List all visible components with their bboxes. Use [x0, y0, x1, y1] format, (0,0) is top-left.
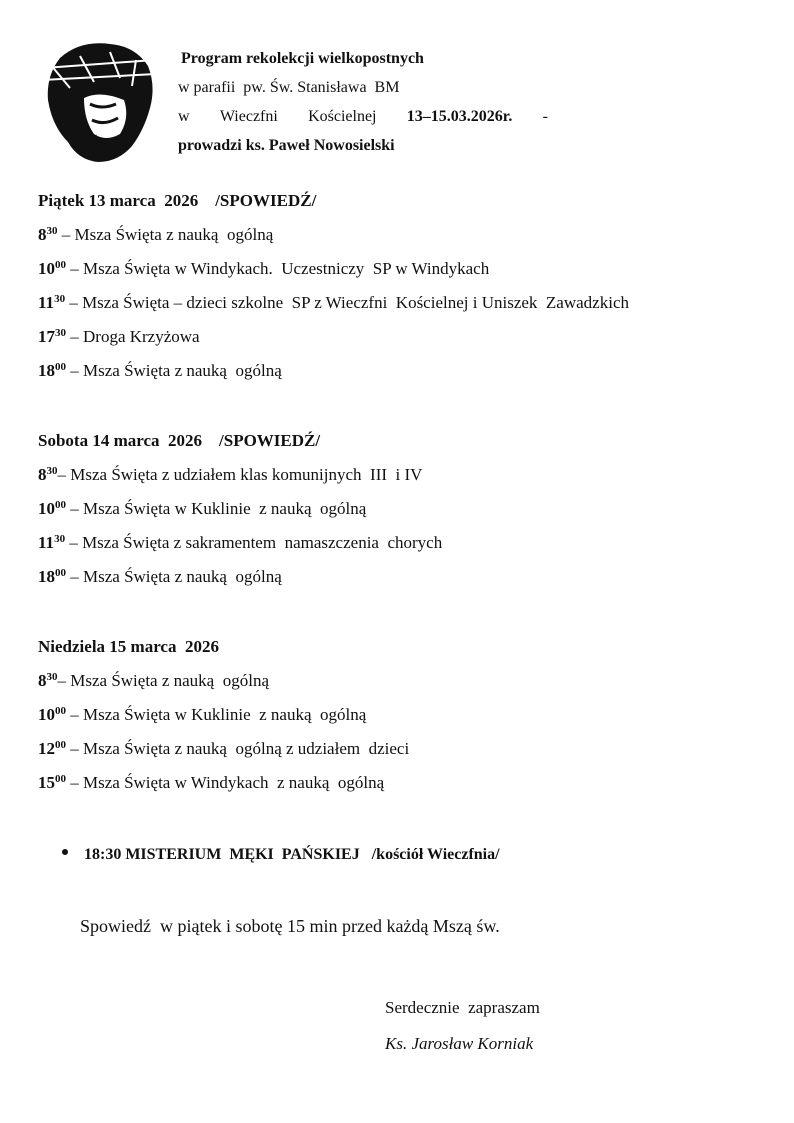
schedule-item	[38, 492, 442, 526]
time-hour: 11	[38, 293, 55, 312]
christ-crown-of-thorns-image	[40, 38, 158, 166]
item-text: Msza Święta z nauką ogólną	[74, 225, 274, 244]
schedule-item	[38, 252, 629, 286]
parish-line: w parafii pw. Św. Stanisława BM	[178, 79, 400, 96]
item-text: Msza Święta z udziałem klas komunijnych III i IV	[70, 465, 423, 484]
bullet-icon	[62, 849, 68, 855]
separator: –	[65, 293, 83, 312]
schedule-item	[38, 320, 629, 354]
separator: –	[57, 671, 71, 690]
time-hour: 17	[38, 327, 55, 346]
confession-note: Spowiedź w piątek i sobotę 15 min przed każdą Mszą św.	[80, 916, 500, 936]
time-minute: 00	[55, 567, 66, 579]
time-minute: 30	[55, 327, 66, 339]
time	[38, 533, 65, 552]
schedule-item	[38, 664, 409, 698]
item-text: Msza Święta z nauką ogólną	[83, 567, 282, 586]
dates: 13–15.03.2026r.	[406, 108, 513, 125]
place-word: Wieczfni	[219, 108, 278, 125]
day-heading: Piątek 13 marca 2026 /SPOWIEDŹ/	[38, 191, 317, 210]
item-text: Msza Święta z nauką ogólną z udziałem dzieci	[83, 739, 410, 758]
time-minute: 30	[54, 293, 66, 305]
time	[38, 361, 66, 380]
time	[38, 739, 66, 758]
document-header	[178, 44, 548, 160]
signature-name: Ks. Jarosław Korniak	[385, 1034, 534, 1053]
program-title: Program rekolekcji wielkopostnych	[181, 50, 424, 67]
schedule-item	[38, 698, 409, 732]
item-text: Msza Święta z nauką ogólną	[83, 361, 282, 380]
time-minute: 30	[46, 671, 58, 683]
time	[38, 259, 66, 278]
time-hour: 10	[38, 499, 55, 518]
separator: –	[66, 327, 83, 346]
time	[38, 499, 66, 518]
schedule-item	[38, 218, 629, 252]
day-section-saturday	[38, 424, 442, 594]
time-hour: 10	[38, 705, 55, 724]
time	[38, 671, 58, 690]
item-text: Msza Święta z nauką ogólną	[70, 671, 269, 690]
schedule-item	[38, 560, 442, 594]
item-text: Msza Święta w Windykach. Uczestniczy SP w Windykach	[83, 259, 490, 278]
item-text: Droga Krzyżowa	[83, 327, 200, 346]
time-hour: 10	[38, 259, 55, 278]
separator: –	[66, 361, 83, 380]
schedule-item	[38, 526, 442, 560]
separator: –	[66, 705, 83, 724]
time	[38, 293, 65, 312]
time	[38, 327, 66, 346]
time-hour: 8	[38, 671, 47, 690]
separator: –	[57, 465, 71, 484]
retreat-leader: prowadzi ks. Paweł Nowosielski	[178, 137, 395, 154]
item-text: Msza Święta – dzieci szkolne SP z Wieczfni Kościelnej i Uniszek Zawadzkich	[82, 293, 629, 312]
event-text: 18:30 MISTERIUM MĘKI PAŃSKIEJ /kościół Wieczfnia/	[84, 846, 500, 863]
separator: –	[57, 225, 75, 244]
time-hour: 18	[38, 361, 55, 380]
separator: –	[66, 773, 83, 792]
time-minute: 00	[55, 499, 66, 511]
greeting: Serdecznie zapraszam	[385, 998, 540, 1017]
separator: –	[66, 499, 83, 518]
time-minute: 30	[46, 225, 58, 237]
event-bullet	[62, 846, 500, 864]
item-text: Msza Święta w Windykach z nauką ogólną	[83, 773, 385, 792]
time-hour: 8	[38, 465, 47, 484]
place-word: w	[178, 108, 190, 125]
schedule-item	[38, 286, 629, 320]
separator: –	[66, 567, 83, 586]
schedule-item	[38, 458, 442, 492]
schedule-item	[38, 354, 629, 388]
signature-block	[385, 990, 540, 1062]
time-hour: 18	[38, 567, 55, 586]
time-hour: 15	[38, 773, 55, 792]
time	[38, 225, 58, 244]
separator: –	[65, 533, 83, 552]
time-minute: 00	[55, 773, 66, 785]
time-hour: 12	[38, 739, 55, 758]
time-minute: 00	[55, 739, 66, 751]
schedule-item	[38, 732, 409, 766]
time-minute: 00	[55, 705, 66, 717]
item-text: Msza Święta w Kuklinie z nauką ogólną	[83, 499, 367, 518]
place-dates-line	[178, 102, 548, 131]
day-section-friday	[38, 184, 629, 388]
time-minute: 30	[46, 465, 58, 477]
time-minute: 30	[54, 533, 66, 545]
time	[38, 465, 58, 484]
time-hour: 11	[38, 533, 55, 552]
time	[38, 773, 66, 792]
dash: -	[542, 108, 548, 125]
day-heading: Niedziela 15 marca 2026	[38, 637, 219, 656]
time-minute: 00	[55, 259, 66, 271]
time	[38, 705, 66, 724]
separator: –	[66, 739, 83, 758]
time-hour: 8	[38, 225, 47, 244]
schedule-item	[38, 766, 409, 800]
day-heading: Sobota 14 marca 2026 /SPOWIEDŹ/	[38, 431, 321, 450]
time-minute: 00	[55, 361, 66, 373]
separator: –	[66, 259, 83, 278]
item-text: Msza Święta w Kuklinie z nauką ogólną	[83, 705, 367, 724]
item-text: Msza Święta z sakramentem namaszczenia chorych	[82, 533, 443, 552]
place-word: Kościelnej	[308, 108, 377, 125]
time	[38, 567, 66, 586]
day-section-sunday	[38, 630, 409, 800]
